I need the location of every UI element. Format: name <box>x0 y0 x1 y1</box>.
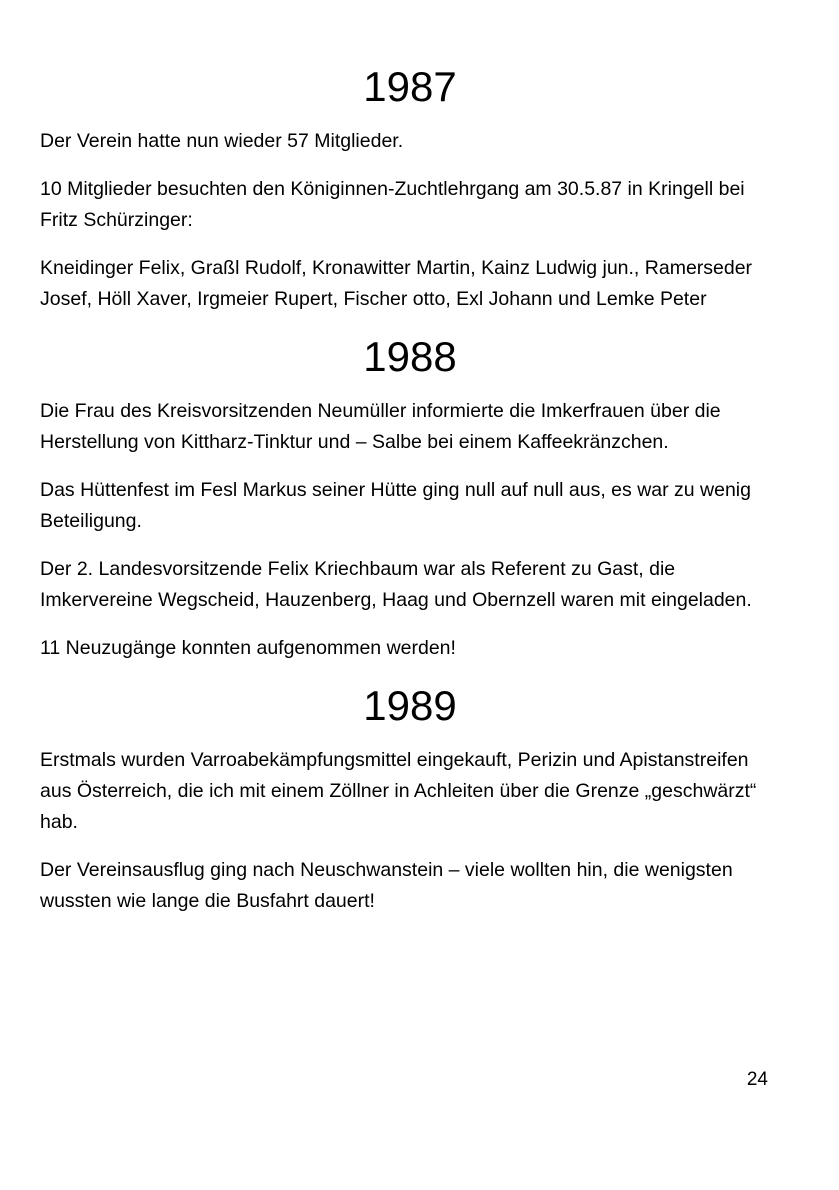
year-heading: 1989 <box>363 682 457 729</box>
paragraph: Der 2. Landesvorsitzende Felix Kriechbaum war als Referent zu Gast, die Imkervereine Wegscheid, Hauzenberg, Haag und Obernzell waren mit eingeladen. <box>40 558 752 611</box>
document-page <box>40 58 780 934</box>
paragraph: Die Frau des Kreisvorsitzenden Neumüller informierte die Imkerfrauen über die Herstellung von Kittharz-Tinktur und – Salbe bei einem Kaffeekränzchen. <box>40 400 721 453</box>
paragraph: Das Hüttenfest im Fesl Markus seiner Hütte ging null auf null aus, es war zu wenig Beteiligung. <box>40 479 751 532</box>
year-heading: 1988 <box>363 333 457 380</box>
paragraph: 10 Mitglieder besuchten den Königinnen-Zuchtlehrgang am 30.5.87 in Kringell bei Fritz Schürzinger: <box>40 178 745 231</box>
section-1989 <box>40 677 780 917</box>
page-number: 24 <box>746 1069 768 1090</box>
paragraph: Der Verein hatte nun wieder 57 Mitglieder. <box>40 130 404 152</box>
paragraph: Erstmals wurden Varroabekämpfungsmittel eingekauft, Perizin und Apistanstreifen aus Österreich, die ich mit einem Zöllner in Achleiten über die Grenze „geschwärzt“ hab. <box>40 749 757 833</box>
paragraph: 11 Neuzugänge konnten aufgenommen werden! <box>40 637 456 659</box>
year-heading: 1987 <box>363 63 457 110</box>
section-1988 <box>40 328 780 664</box>
paragraph: Der Vereinsausflug ging nach Neuschwanstein – viele wollten hin, die wenigsten wussten wie lange die Busfahrt dauert! <box>40 859 733 912</box>
paragraph: Kneidinger Felix, Graßl Rudolf, Kronawitter Martin, Kainz Ludwig jun., Ramerseder Josef, Höll Xaver, Irgmeier Rupert, Fischer otto, Exl Johann und Lemke Peter <box>40 257 753 310</box>
section-1987 <box>40 58 780 315</box>
